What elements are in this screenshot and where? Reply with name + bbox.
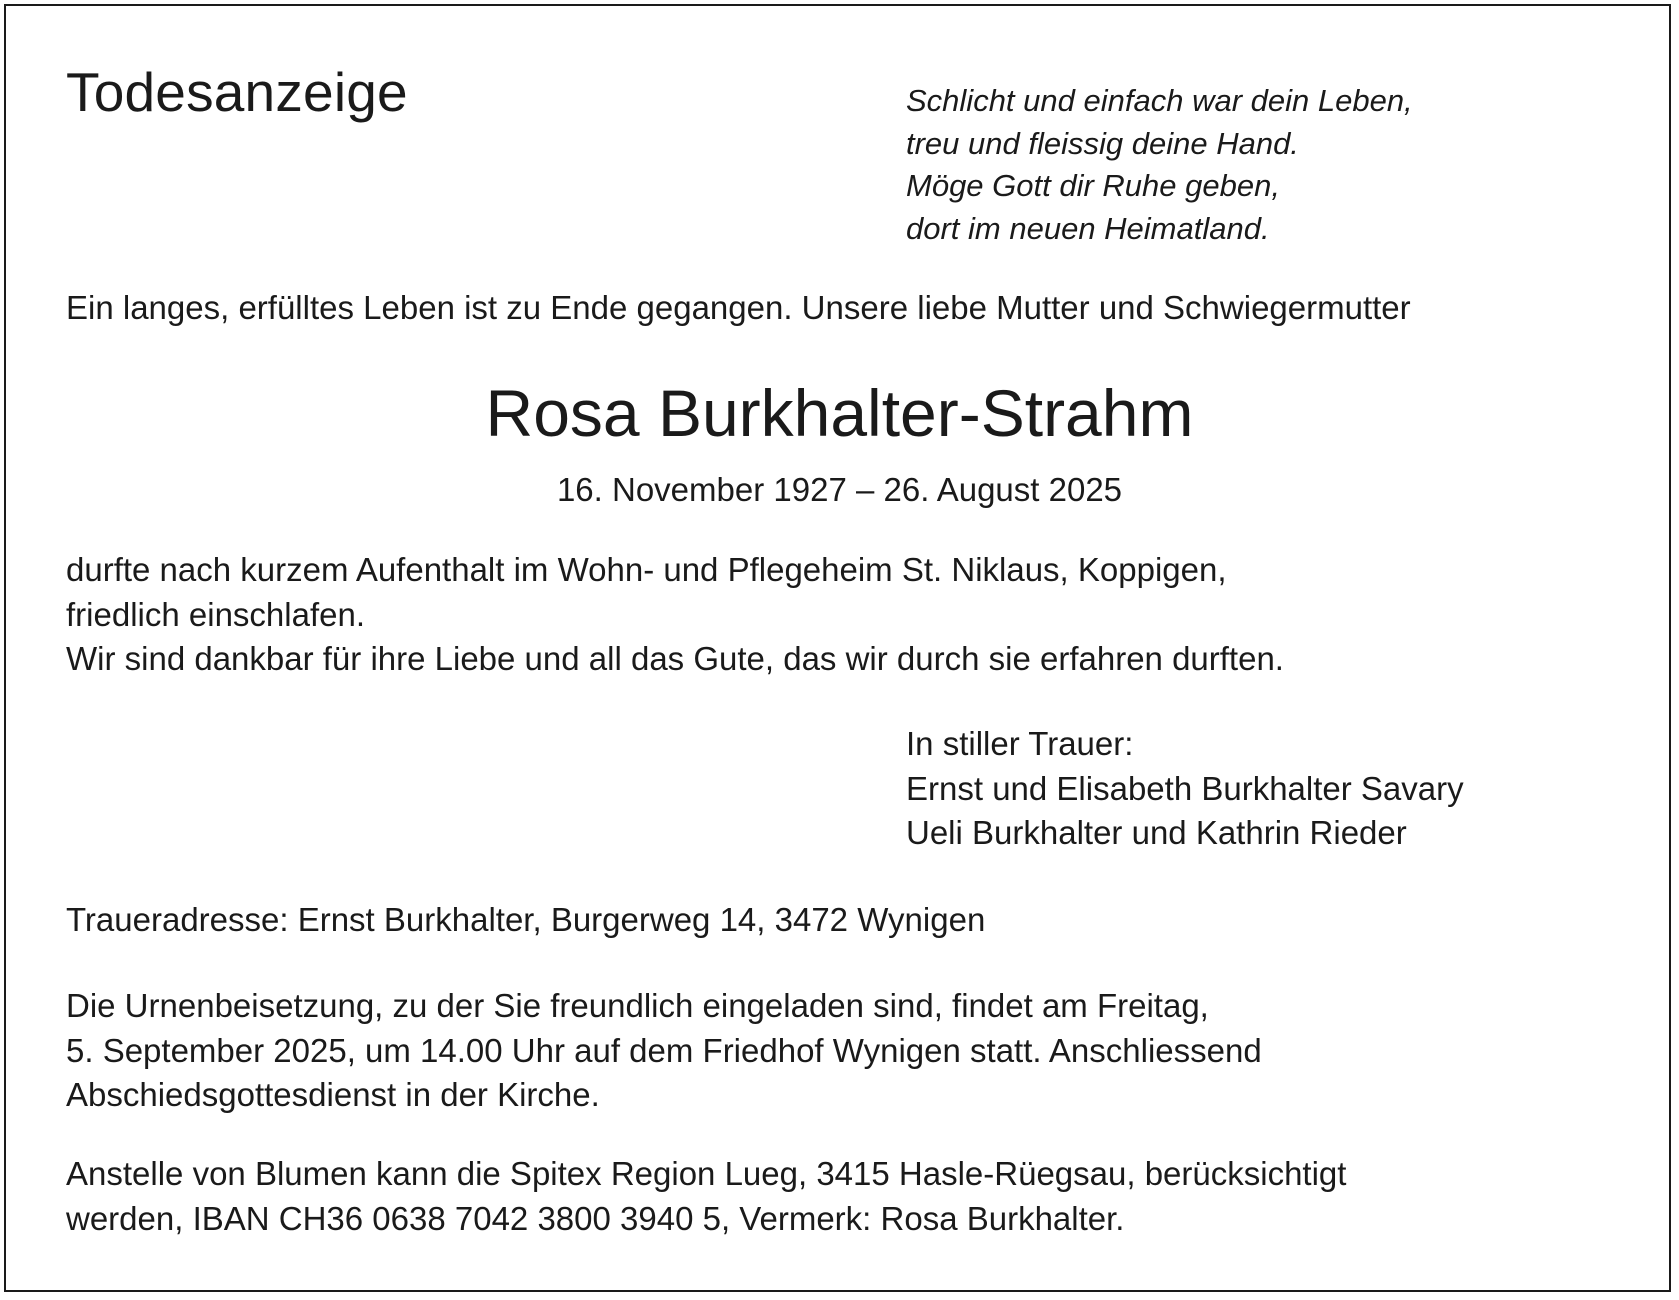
paragraph-line: friedlich einschlafen. xyxy=(66,595,365,633)
mourning-address: Traueradresse: Ernst Burkhalter, Burgerweg 14, 3472 Wynigen xyxy=(66,901,986,938)
life-dates: 16. November 1927 – 26. August 2025 xyxy=(556,471,1123,508)
intro-text: Ein langes, erfülltes Leben ist zu Ende gegangen. Unsere liebe Mutter und Schwiegermutter xyxy=(66,289,1411,326)
poem-line: treu und fleissig deine Hand. xyxy=(906,125,1299,161)
paragraph-line: Abschiedsgottesdienst in der Kirche. xyxy=(66,1076,600,1113)
deceased-name: Rosa Burkhalter-Strahm xyxy=(485,376,1194,450)
mourner-name: Ueli Burkhalter und Kathrin Rieder xyxy=(906,814,1407,851)
memorial-poem xyxy=(906,80,1413,250)
poem-line: Schlicht und einfach war dein Leben, xyxy=(906,83,1413,118)
funeral-paragraph xyxy=(66,984,1262,1118)
paragraph-line: Wir sind dankbar für ihre Liebe und all das Gute, das wir durch sie erfahren durften. xyxy=(66,640,1284,677)
poem-line: dort im neuen Heimatland. xyxy=(906,210,1270,246)
donation-paragraph xyxy=(66,1152,1346,1241)
page-title: Todesanzeige xyxy=(66,61,408,123)
mourner-name: Ernst und Elisabeth Burkhalter Savary xyxy=(906,769,1464,807)
paragraph-line: 5. September 2025, um 14.00 Uhr auf dem Friedhof Wynigen statt. Anschliessend xyxy=(66,1031,1262,1069)
passing-paragraph xyxy=(66,548,1284,682)
paragraph-line: Anstelle von Blumen kann die Spitex Region Lueg, 3415 Hasle-Rüegsau, berücksichtigt xyxy=(66,1155,1347,1192)
paragraph-line: durfte nach kurzem Aufenthalt im Wohn- und Pflegeheim St. Niklaus, Koppigen, xyxy=(66,551,1227,588)
paragraph-line: Die Urnenbeisetzung, zu der Sie freundlich eingeladen sind, findet am Freitag, xyxy=(66,987,1209,1024)
poem-line: Möge Gott dir Ruhe geben, xyxy=(906,168,1280,203)
mourners-block xyxy=(906,722,1464,856)
paragraph-line: werden, IBAN CH36 0638 7042 3800 3940 5, Vermerk: Rosa Burkhalter. xyxy=(66,1199,1125,1237)
mourners-heading: In stiller Trauer: xyxy=(906,725,1134,762)
